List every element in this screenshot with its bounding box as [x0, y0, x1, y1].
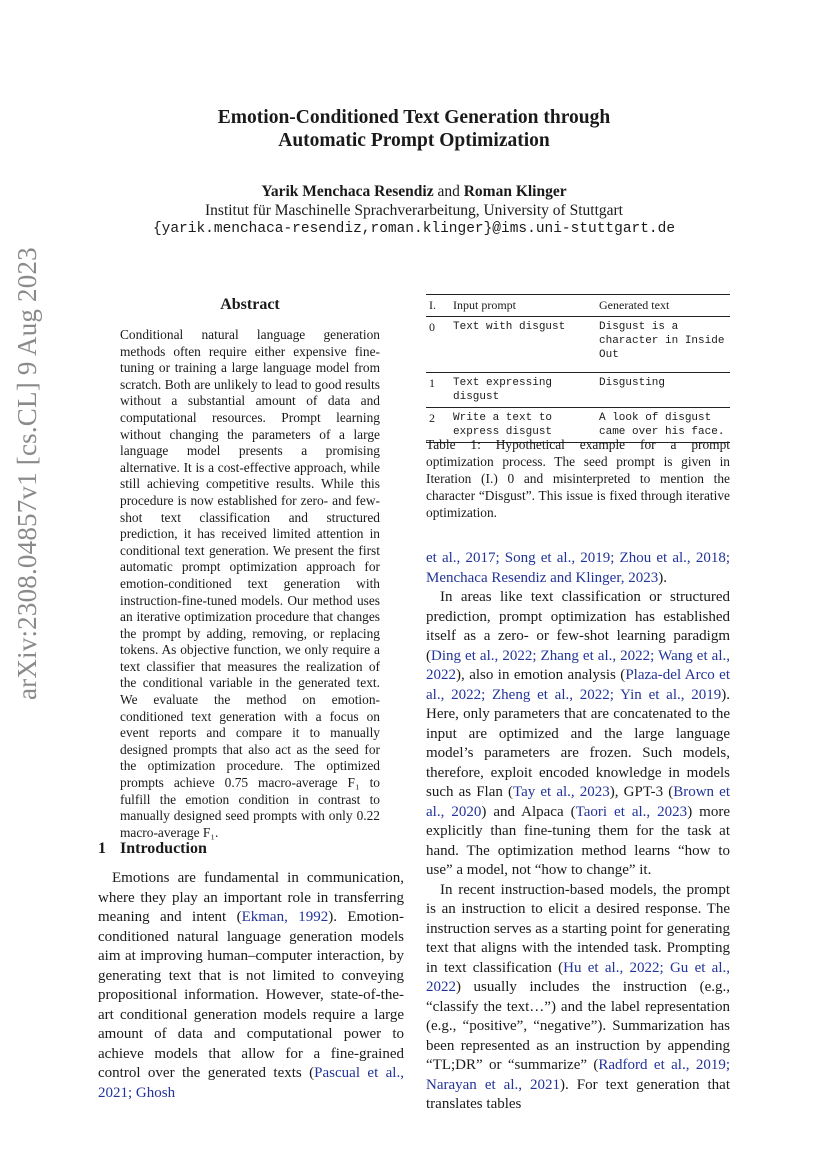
table-header-row	[426, 295, 730, 317]
citation-link[interactable]: Pascual et al., 2021; Ghosh	[98, 1065, 404, 1101]
table-cell: 2	[429, 411, 435, 425]
citation-link[interactable]: Hu et al., 2022; Gu et al., 2022	[426, 959, 730, 995]
table-cell: A look of disgust came over his face.	[599, 412, 725, 438]
citation-link[interactable]: et al., 2017; Song et al., 2019; Zhou et al., 2018; Menchaca Resendiz and Klinger, 2023	[426, 550, 730, 586]
intro-paragraph-1: Emotions are fundamental in communication, where they play an important role in transferring meaning and intent (Ekman, 1992). Emotion-conditioned natural language generation models aim at improving human–computer interaction, by generating text that is not limited to conveying propositional information. However, state-of-the-art conditional generation models require a large amount of data and computational power to achieve models that allow for a fine-grained control over the generated texts (Pascual et al., 2021; Ghosh	[98, 870, 404, 1101]
table-header-cell: Input prompt	[453, 298, 516, 312]
table-header-cell: I.	[429, 298, 436, 312]
paper-title	[0, 106, 828, 152]
intro-paragraph-2: In areas like text classification or structured prediction, prompt optimization has established itself as a zero- or few-shot learning paradigm (Ding et al., 2022; Zhang et al., 2022; Wang et al., 2022), also in emotion analysis (Plaza-del Arco et al., 2022; Zheng et al., 2022; Yin et al., 2019). Here, only parameters that are concatenated to the input are optimized and the large language model’s parameters are frozen. Such models, therefore, exploit encoded knowledge in models such as Flan (Tay et al., 2023), GPT-3 (Brown et al., 2020) and Alpaca (Taori et al., 2023) more explicitly than fine-tuning them for the task at hand. The optimization method learns “how to use” a model, not “how to change” it.	[426, 589, 730, 878]
intro-left-column	[98, 869, 404, 1103]
author-1: Yarik Menchaca Resendiz	[261, 183, 434, 200]
arxiv-stamp: arXiv:2308.04857v1 [cs.CL] 9 Aug 2023	[12, 247, 42, 700]
citation-link[interactable]: Ding et al., 2022; Zhang et al., 2022; Wang et al., 2022	[426, 647, 730, 683]
intro-paragraph-3: In recent instruction-based models, the prompt is an instruction to elicit a desired response. The instruction serves as a starting point for generating text that aligns with the intended task. Prompting in text classification (Hu et al., 2022; Gu et al., 2022) usually includes the instruction (e.g., “classify the text…”) and the label representation (e.g., “positive”, “negative”). Summarization has been represented as an instruction by appending “TL;DR” or “summarize” (Radford et al., 2019; Narayan et al., 2021). For text generation that translates tables	[426, 881, 731, 1112]
title-line-1: Emotion-Conditioned Text Generation through	[217, 107, 611, 128]
abstract-heading: Abstract	[220, 296, 280, 313]
section-title: Introduction	[120, 840, 207, 857]
citation-link[interactable]: Plaza-del Arco et al., 2022; Zheng et al., 2022; Yin et al., 2019	[426, 667, 730, 703]
table-cell: Text expressing disgust	[453, 377, 553, 403]
table-cell: 0	[429, 320, 435, 334]
table-cell: Disgusting	[599, 377, 666, 389]
citation-link[interactable]: Brown et al., 2020	[426, 784, 730, 820]
table-cell: 1	[429, 376, 435, 390]
author-block	[0, 182, 828, 239]
table-cell: Write a text to express disgust	[453, 412, 553, 438]
author-and: and	[437, 183, 460, 200]
table-cell: Disgust is a character in Inside Out	[599, 321, 725, 361]
citation-link[interactable]: Taori et al., 2023	[575, 803, 688, 820]
intro-right-column	[426, 549, 730, 1115]
affiliation: Institut für Maschinelle Sprachverarbeitung, University of Stuttgart	[205, 202, 623, 219]
table-cell: Text with disgust	[453, 321, 566, 333]
title-line-2: Automatic Prompt Optimization	[278, 130, 550, 151]
abstract-text: Conditional natural language generation methods often require either expensive fine-tuning or training a large language model from scratch. Both are unlikely to lead to good results without a substantial amount of data and computational resources. Prompt learning without changing the parameters of a large language model presents a promising alternative. It is a cost-effective approach, while still achieving competitive results. While this procedure is now established for zero- and few-shot text classification and structured prediction, it has received limited attention in conditional text generation. We present the first automatic prompt optimization approach for emotion-conditioned text generation with instruction-fine-tuned models. Our method uses an iterative optimization procedure that changes the prompt by adding, removing, or replacing tokens. As objective function, we only require a text classifier that measures the realization of the conditional variable in the generated text. We evaluate the method on emotion-conditioned text generation with a focus on event reports and compare it to manually designed prompts that also act as the seed for the optimization procedure. The optimized prompts achieve 0.75 macro-average F₁ to fulfill the emotion condition in contrast to manually designed seed prompts with only 0.22 macro-average F₁.	[120, 327, 380, 840]
table-row	[426, 373, 730, 408]
table-caption: Table 1: Hypothetical example for a prompt optimization process. The seed prompt is given in Iteration (I.) 0 and misinterpreted to mention the character “Disgust”. This issue is fixed through iterative optimization.	[426, 437, 730, 520]
intro-continuation: et al., 2017; Song et al., 2019; Zhou et al., 2018; Menchaca Resendiz and Klinger, 2023).	[426, 550, 730, 586]
table-header-cell: Generated text	[599, 298, 670, 312]
citation-link[interactable]: Radford et al., 2019; Narayan et al., 2021	[426, 1057, 730, 1093]
table-row	[426, 317, 730, 373]
table-1	[426, 294, 730, 443]
citation-link[interactable]: Tay et al., 2023	[513, 784, 610, 800]
author-line	[0, 182, 828, 201]
email: {yarik.menchaca-resendiz,roman.klinger}@ims.uni-stuttgart.de	[152, 221, 676, 237]
citation-link[interactable]: Ekman, 1992	[241, 909, 329, 925]
section-number: 1	[98, 840, 106, 857]
section-heading	[98, 840, 221, 858]
author-2: Roman Klinger	[463, 183, 567, 200]
